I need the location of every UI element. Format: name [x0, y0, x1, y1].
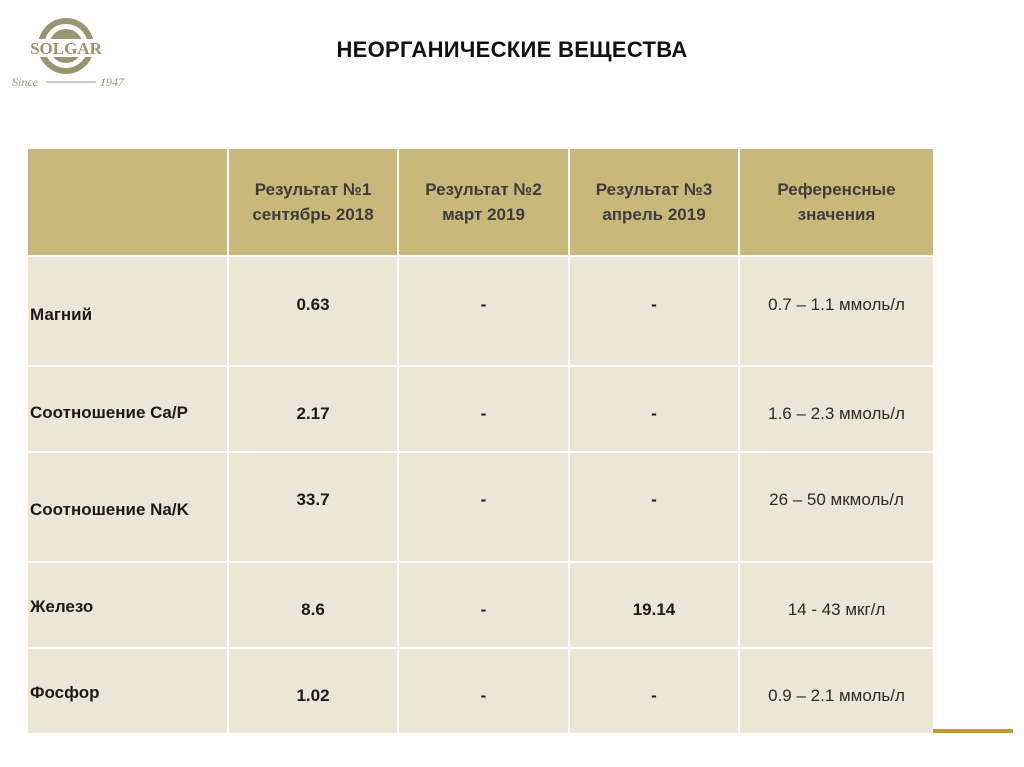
row-result-3: - — [569, 648, 739, 734]
row-parameter-name: Железо — [28, 562, 228, 648]
row-reference: 1.6 – 2.3 ммоль/л — [739, 366, 933, 452]
row-result-2: - — [398, 648, 569, 734]
row-parameter-name: Магний — [28, 256, 228, 366]
logo-year-text: 1947 — [100, 75, 124, 89]
row-parameter-name: Соотношение Na/K — [28, 452, 228, 562]
table-row — [28, 648, 933, 734]
logo-brand-text: SOLGAR — [30, 39, 102, 58]
row-result-1: 33.7 — [228, 452, 398, 562]
row-result-3: - — [569, 256, 739, 366]
table-header-row — [28, 149, 933, 256]
table-row — [28, 452, 933, 562]
row-result-2: - — [398, 256, 569, 366]
header-result-3 — [569, 149, 739, 256]
header-result-1 — [228, 149, 398, 256]
header-result-2 — [398, 149, 569, 256]
page-title: НЕОРГАНИЧЕСКИЕ ВЕЩЕСТВА — [336, 37, 688, 62]
header-result-2-label: Результат №2 март 2019 — [425, 180, 542, 224]
header-parameter — [28, 149, 228, 256]
row-result-3: 19.14 — [569, 562, 739, 648]
row-result-1: 2.17 — [228, 366, 398, 452]
row-result-1: 1.02 — [228, 648, 398, 734]
row-result-2: - — [398, 452, 569, 562]
header-reference-label: Референсные значения — [777, 180, 896, 224]
accent-rule — [933, 729, 1013, 733]
header-result-3-label: Результат №3 апрель 2019 — [595, 180, 713, 224]
header-reference — [739, 149, 933, 256]
table-row — [28, 562, 933, 648]
row-result-3: - — [569, 366, 739, 452]
logo-since-text: Since — [12, 75, 38, 89]
table-row — [28, 366, 933, 452]
row-result-2: - — [398, 562, 569, 648]
row-result-1: 8.6 — [228, 562, 398, 648]
row-reference: 14 - 43 мкг/л — [739, 562, 933, 648]
table-row — [28, 256, 933, 366]
row-result-1: 0.63 — [228, 256, 398, 366]
header-result-1-label: Результат №1 сентябрь 2018 — [252, 180, 374, 224]
row-result-2: - — [398, 366, 569, 452]
row-result-3: - — [569, 452, 739, 562]
results-table — [28, 149, 933, 735]
row-parameter-name: Соотношение Ca/P — [28, 366, 228, 452]
row-reference: 0.9 – 2.1 ммоль/л — [739, 648, 933, 734]
row-reference: 26 – 50 мкмоль/л — [739, 452, 933, 562]
row-reference: 0.7 – 1.1 ммоль/л — [739, 256, 933, 366]
row-parameter-name: Фосфор — [28, 648, 228, 734]
